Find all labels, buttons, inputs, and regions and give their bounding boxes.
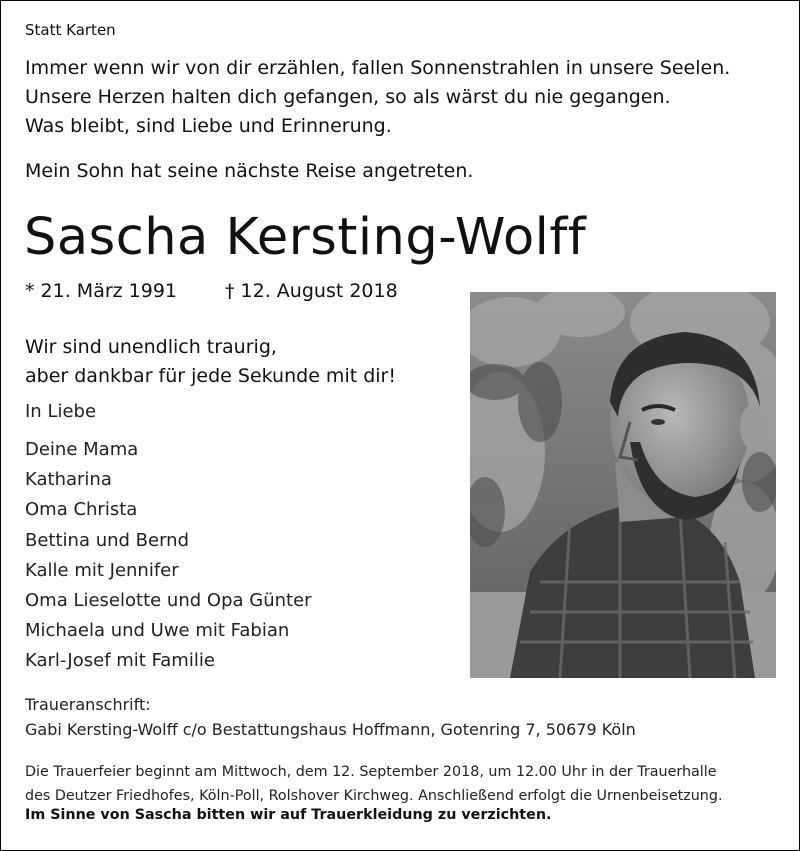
list-item: Michaela und Uwe mit Fabian xyxy=(25,620,290,642)
announcement: Mein Sohn hat seine nächste Reise angetreten. xyxy=(25,160,474,182)
ceremony-info xyxy=(25,760,723,808)
header-label: Statt Karten xyxy=(25,21,116,39)
ceremony-line: Die Trauerfeier beginnt am Mittwoch, dem 12. September 2018, um 12.00 Uhr in der Trauerhalle xyxy=(25,764,717,780)
poem xyxy=(25,54,730,141)
list-item: Oma Christa xyxy=(25,499,138,521)
list-item: Bettina und Bernd xyxy=(25,529,190,551)
ceremony-line: des Deutzer Friedhofes, Köln-Poll, Rolshover Kirchweg. Anschließend erfolgt die Urnenbeisetzung. xyxy=(25,788,723,804)
in-love-label: In Liebe xyxy=(25,401,97,422)
deceased-name: Sascha Kersting-Wolff xyxy=(24,208,587,267)
list-item: Kalle mit Jennifer xyxy=(25,559,179,581)
list-item: Deine Mama xyxy=(25,439,139,460)
poem-line: Immer wenn wir von dir erzählen, fallen Sonnenstrahlen in unsere Seelen. xyxy=(25,57,731,79)
address-value: Gabi Kersting-Wolff c/o Bestattungshaus Hoffmann, Gotenring 7, 50679 Köln xyxy=(25,720,636,739)
poem-line: Unsere Herzen halten dich gefangen, so als wärst du nie gegangen. xyxy=(25,86,671,108)
address-label: Traueranschrift: xyxy=(25,695,151,714)
list-item: Karl-Josef mit Familie xyxy=(25,650,215,672)
portrait-photo xyxy=(470,292,776,678)
poem-line: Was bleibt, sind Liebe und Erinnerung. xyxy=(25,115,392,137)
death-date: † 12. August 2018 xyxy=(225,280,398,302)
grief-message-line: Wir sind unendlich traurig, xyxy=(25,336,277,358)
dress-request: Im Sinne von Sascha bitten wir auf Trauerkleidung zu verzichten. xyxy=(25,807,552,823)
grief-message xyxy=(25,333,396,391)
list-item: Oma Lieselotte und Opa Günter xyxy=(25,589,312,611)
birth-date: * 21. März 1991 xyxy=(25,280,178,302)
list-item: Katharina xyxy=(25,469,112,491)
mourners-list xyxy=(25,435,312,677)
grief-message-line: aber dankbar für jede Sekunde mit dir! xyxy=(25,365,396,387)
